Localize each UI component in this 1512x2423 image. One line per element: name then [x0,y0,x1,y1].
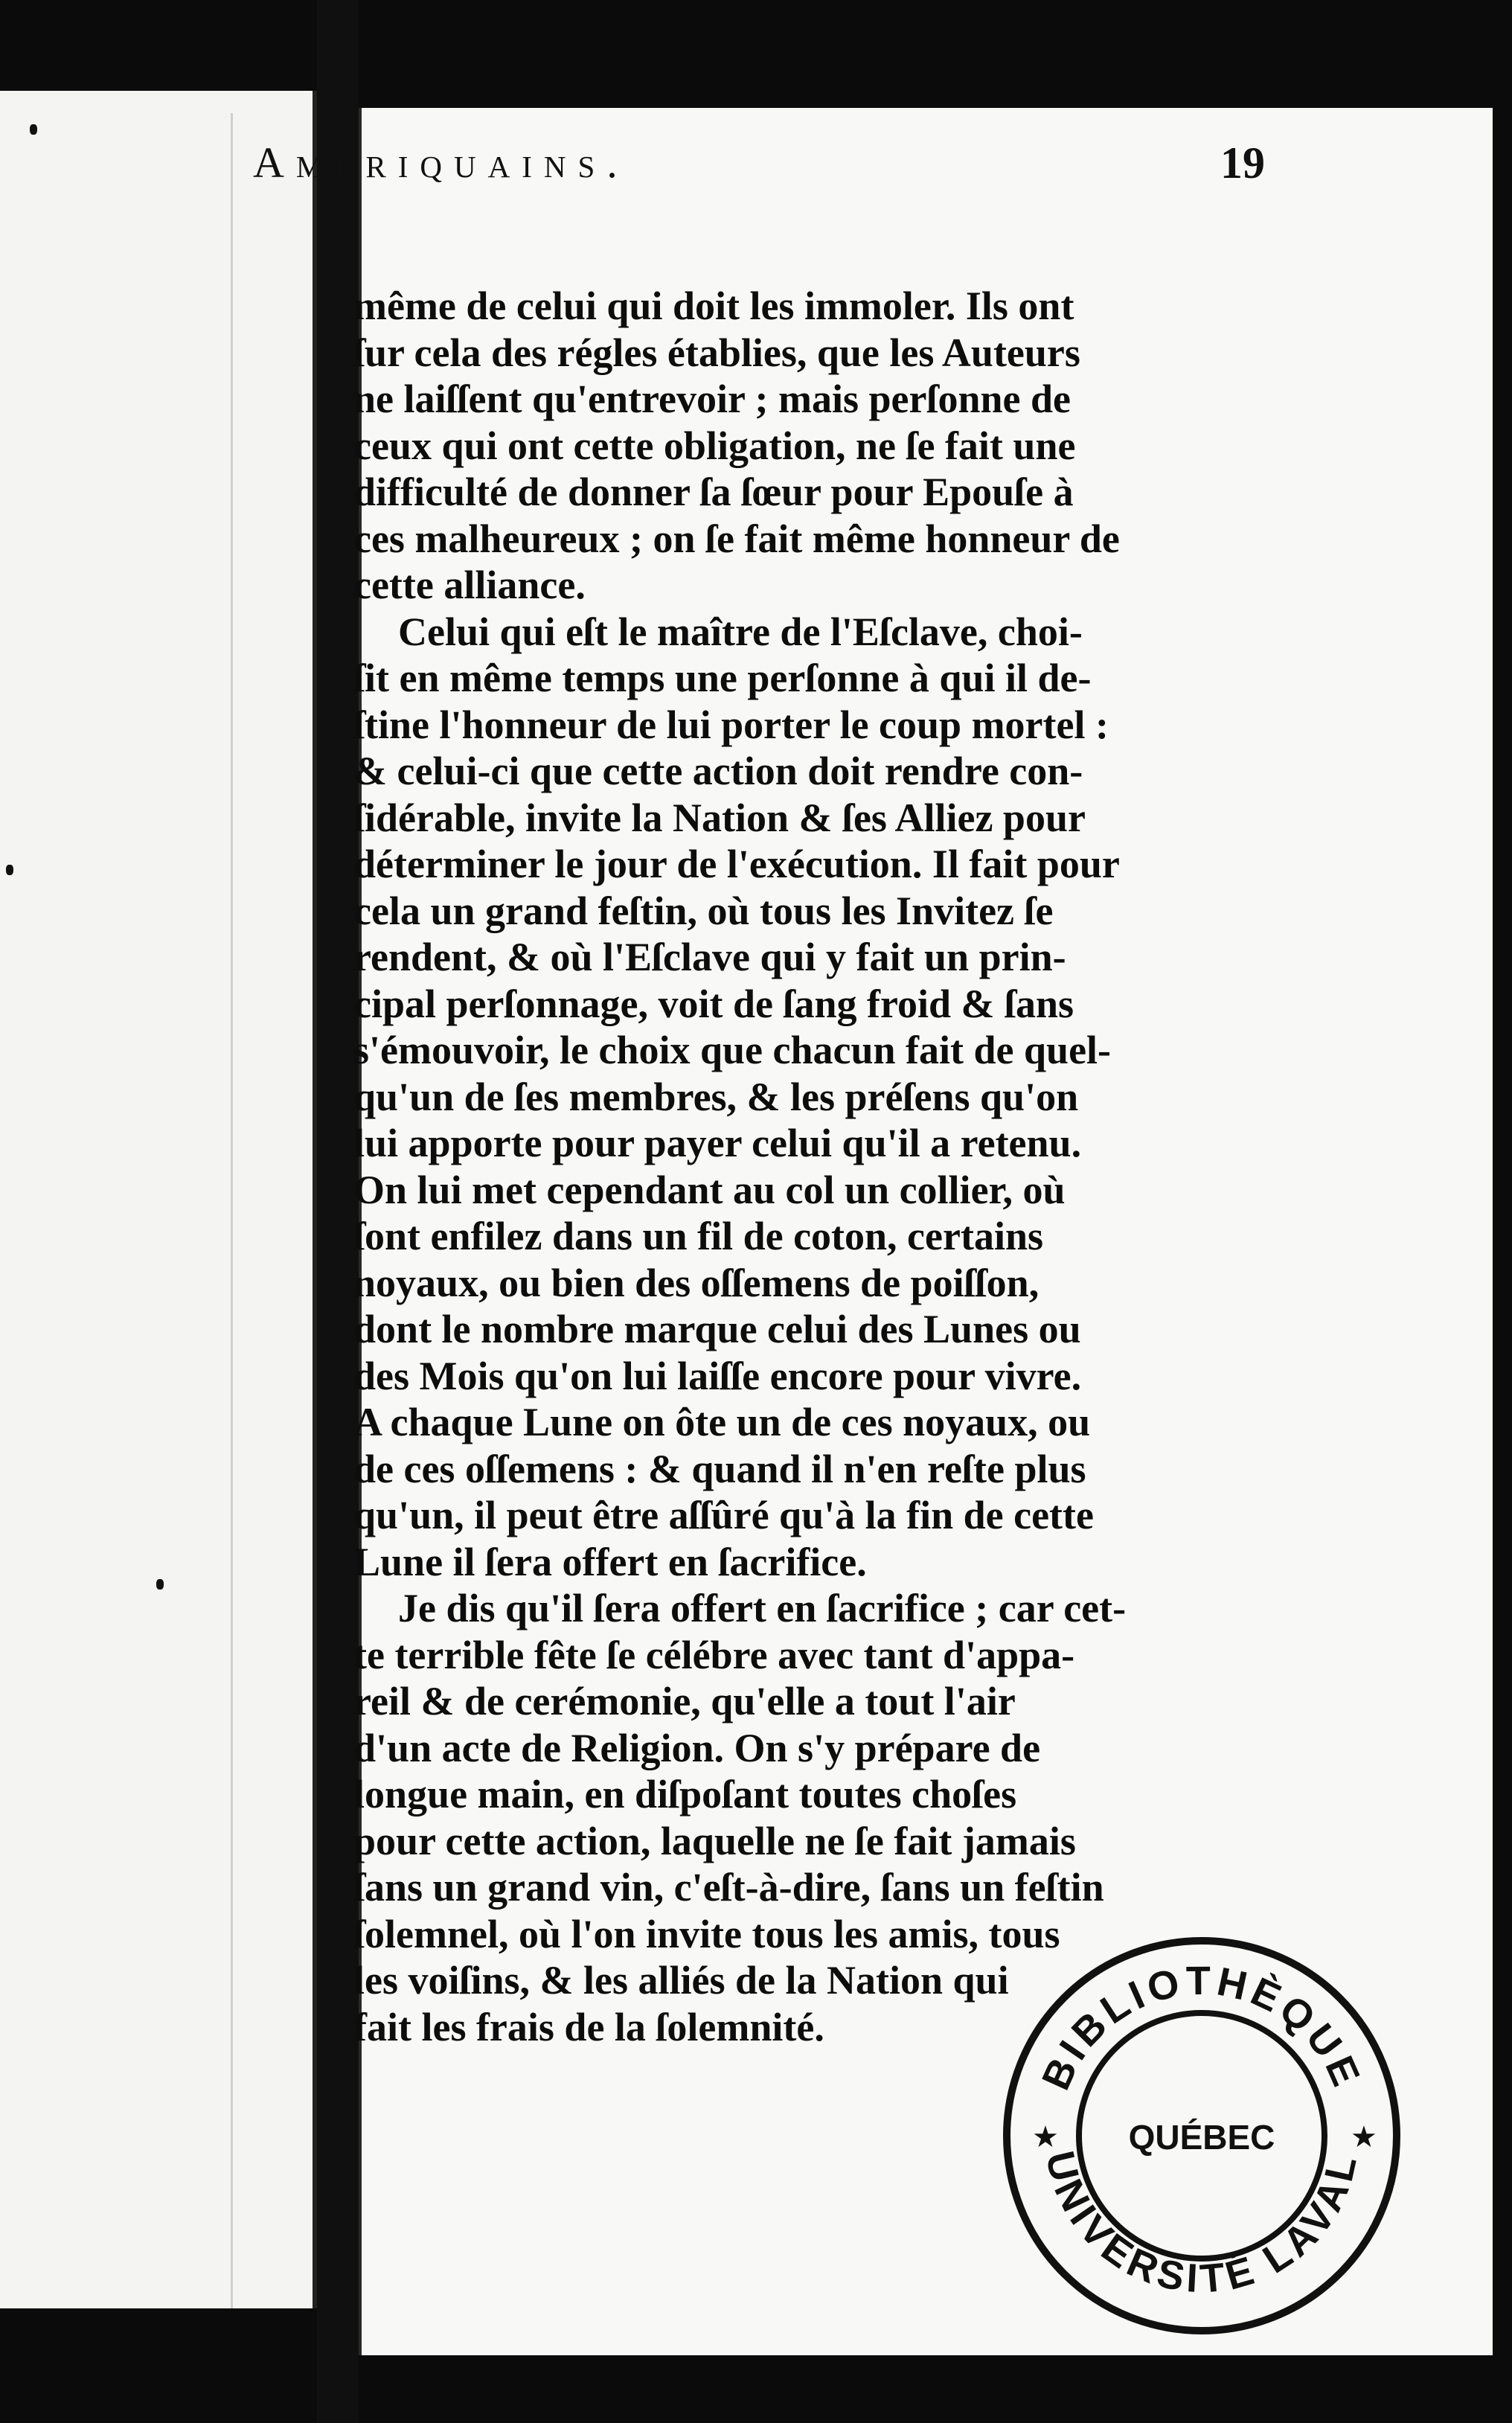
text-line: Celui qui eſt le maître de l'Eſclave, choi- [398,609,1083,654]
left-page-margin-line [231,113,233,2308]
text-line: pour cette action, laquelle ne ſe fait jamais [353,1818,1076,1863]
text-line: te terrible fête ſe célébre avec tant d'appa- [353,1632,1075,1677]
text-line: & celui-ci que cette action doit rendre con- [353,749,1083,793]
text-line: reil & de cerémonie, qu'elle a tout l'air [353,1679,1016,1723]
text-line: fait les frais de la ſolemnité. [353,2004,824,2049]
text-line: cette alliance. [353,563,586,607]
text-line: ſans un grand vin, c'eſt-à-dire, ſans un feſtin [353,1865,1104,1910]
text-line: qu'un de ſes membres, & les préſens qu'on [353,1074,1079,1119]
ink-speck [30,124,37,135]
text-line: qu'un, il peut être aſſûré qu'à la fin de cette [353,1493,1094,1537]
paragraph-1 [353,283,1265,609]
body-text [353,283,1265,2050]
text-line: des Mois qu'on lui laiſſe encore pour vivre. [353,1353,1082,1398]
stamp-center-text: QUÉBEC [1128,2118,1275,2157]
star-icon: ★ [1032,2120,1059,2154]
text-line: les voiſins, & les alliés de la Nation qui [353,1958,1009,2003]
text-line: ceux qui ont cette obligation, ne ſe fait une [353,423,1076,468]
text-line: ces malheureux ; on ſe fait même honneur de [353,516,1120,561]
text-line: ſit en même temps une perſonne à qui il de- [353,656,1092,700]
text-line: ne laiſſent qu'entrevoir ; mais perſonne de [353,377,1071,421]
text-line: s'émouvoir, le choix que chacun fait de quel- [353,1028,1112,1072]
stamp-top-text: BIBLIOTHÈQUE [1033,1958,1371,2097]
text-line: difficulté de donner ſa ſœur pour Epouſe à [353,470,1074,514]
text-line: de ces oſſemens : & quand il n'en reſte plus [353,1446,1086,1491]
ink-speck [6,865,13,875]
text-line: d'un acte de Religion. On s'y prépare de [353,1725,1041,1770]
text-line: même de celui qui doit les immoler. Ils ont [353,284,1074,328]
ink-speck [156,1579,164,1590]
text-line: ſtine l'honneur de lui porter le coup mortel : [353,702,1109,747]
text-line: noyaux, ou bien des oſſemens de poiſſon, [353,1260,1040,1305]
text-line: longue main, en diſpoſant toutes choſes [353,1772,1017,1817]
text-line: A chaque Lune on ôte un de ces noyaux, ou [353,1400,1091,1444]
text-line: ſur cela des régles établies, que les Auteurs [353,330,1080,375]
stamp-bottom-text: UNIVERSITÉ LAVAL [1037,2147,1366,2302]
star-icon: ★ [1351,2120,1377,2154]
page-number: 19 [1220,138,1265,188]
text-line: ſolemnel, où l'on invite tous les amis, tous [353,1911,1060,1956]
text-line: cipal perſonnage, voit de ſang froid & ſans [353,981,1074,1026]
text-line: Lune il ſera offert en ſacrifice. [353,1539,867,1584]
text-line: ſidérable, invite la Nation & ſes Alliez pour [353,795,1086,840]
book-gutter [317,0,359,2423]
text-line: On lui met cependant au col un collier, où [353,1167,1066,1212]
text-line: ſont enfilez dans un fil de coton, certains [353,1214,1043,1258]
library-stamp [1001,1935,1403,2337]
text-line: Je dis qu'il ſera offert en ſacrifice ; car cet- [398,1586,1127,1630]
text-line: dont le nombre marque celui des Lunes ou [353,1307,1081,1351]
text-line: déterminer le jour de l'exécution. Il fait pour [353,842,1120,886]
text-line: rendent, & où l'Eſclave qui y fait un prin- [353,935,1066,979]
running-head: Ameriquains. [253,138,630,187]
text-line: cela un grand feſtin, où tous les Invitez ſe [353,888,1054,933]
paragraph-2 [353,609,1265,1586]
text-line: lui apporte pour payer celui qu'il a retenu. [353,1121,1082,1165]
page-header [253,138,1265,197]
facing-left-page [0,91,317,2308]
